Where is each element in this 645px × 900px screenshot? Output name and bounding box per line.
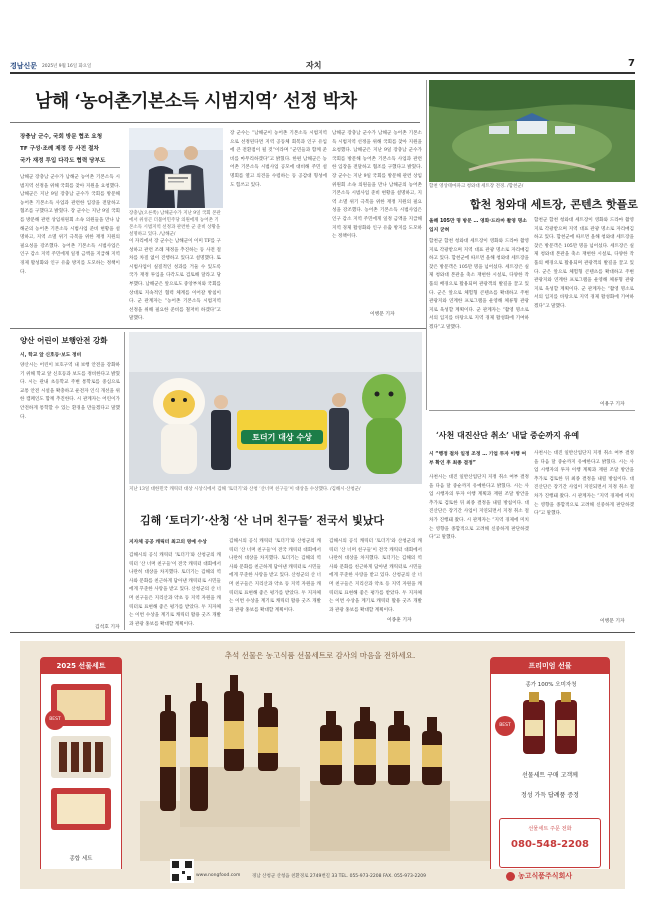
main-photo: [129, 128, 223, 208]
ad-right-product: 종가 100% 오미자청: [525, 682, 577, 688]
subtitle-divider: [20, 167, 120, 168]
header-rule: [10, 72, 635, 74]
toduki-byline: 이종훈 기자: [387, 618, 412, 623]
ad-contact-phone: 080-548-2208: [511, 839, 589, 850]
hapcheon-subhead: 올해 105만 명 방문 … 영화·드라마 촬영 명소 입지 굳혀: [429, 219, 527, 233]
ad-address: 경남 산청군 산청읍 친환경로 2749번길 33 TEL. 055-973-2208 FAX. 055-973-2209: [252, 874, 426, 879]
yangsan-subhead: 시, 학교 앞 신호등·보도 정비: [20, 353, 82, 358]
ad-right-best-badge: BEST: [495, 716, 515, 736]
ad-bottom-bar: [20, 869, 625, 889]
main-subtitle: [20, 131, 118, 167]
sacheon-body-col-2: 사천시는 대진 일반산업단지 지정 취소 여부 결정을 다음 달 중순까지 유예한다고 밝혔다. 시는 사업 시행자의 투자 이행 계획과 재원 조달 방안을 추가로 검토한 뒤 최종 결정을 내릴 방침이다. 대진산단은 장기간 사업이 지연되면서 지정 취소 절차가 진행돼 왔다. 시 관계자는 “지역 경제에 미치는 영향을 종합적으로 고려해 신중하게 판단하겠다”고 말했다.: [534, 451, 634, 517]
col-divider-left: [124, 332, 125, 630]
col-divider-main: [426, 80, 427, 410]
hapcheon-byline: 이용구 기자: [600, 402, 625, 407]
headline-underline: [10, 122, 420, 123]
gift-set-products-image: [47, 680, 115, 840]
sacheon-byline: 이병문 기자: [600, 619, 625, 624]
brand-logo-icon: [506, 872, 515, 881]
ad-contact-title: 선물세트 주문 전화: [528, 826, 572, 832]
ad-top-rule: [10, 632, 635, 633]
character-award-photo: [129, 332, 422, 484]
sacheon-subhead: 시 “행정 절차 일정 조정 … 기업 투자 이행 여부 확인 후 최종 결정”: [429, 452, 527, 466]
qr-code-icon: [170, 859, 194, 883]
main-subtitle-line-1: 장충남 군수, 국회 방문 협조 요청: [20, 134, 103, 140]
ad-right-line-2: 정성 가득 답례품 증정: [521, 792, 579, 799]
main-article-col-3: 장 군수는 “남해군이 농어촌 기본소득 시범지역으로 선정된다면 지역 공동체 회복과 인구 유입에 큰 전환점이 될 것”이라며 “군민들과 함께 준비를 마무리하겠다”고 밝혔다. 한편 남해군은 농어촌 기본소득 시범사업 공모에 대비해 주민 설명회를 열고 의견을 수렴하는 등 공감대 형성에도 힘쓰고 있다.: [230, 131, 327, 188]
ad-left-panel-title: 2025 선물세트: [41, 658, 121, 674]
character-award-caption: 지난 13일 대한민국 캐릭터 대상 시상식에서 김해 ‘토더기’와 산청 ‘산너머 친구들’이 대상을 수상했다. /김해시·산청군/: [129, 487, 361, 492]
character-award-ceremony-image: [129, 332, 422, 484]
officials-holding-document-image: [129, 128, 223, 208]
paper-name: 경남신문: [10, 62, 38, 70]
sacheon-body-col-1: 사천시는 대진 일반산업단지 지정 취소 여부 결정을 다음 달 중순까지 유예한다고 밝혔다. 시는 사업 시행자의 투자 이행 계획과 재원 조달 방안을 추가로 검토한 뒤 최종 결정을 내릴 방침이다. 대진산단은 장기간 사업이 지연되면서 지정 취소 절차가 진행돼 왔다. 시 관계자는 “지역 경제에 미치는 영향을 종합적으로 고려해 신중하게 판단하겠다”고 말했다.: [429, 475, 529, 541]
toduki-body-col-3: 김해시의 공식 캐릭터 ‘토더기’와 산청군의 캐릭터 ‘산 너머 친구들’이 전국 캐릭터 대회에서 나란히 대상을 차지했다. 토더기는 김해의 역사와 문화를 친근하게 담아낸 캐릭터로 시민들에게 꾸준한 사랑을 받고 있다. 산청군의 산 너머 친구들은 지리산과 약초 등 지역 자원을 캐릭터로 표현해 좋은 평가를 받았다. 두 지자체는 이번 수상을 계기로 캐릭터 활용 굿즈 개발과 관광 홍보를 확대할 계획이다.: [329, 539, 422, 613]
toduki-subhead: 지자체 공공 캐릭터 최고의 영예 수상: [129, 540, 207, 545]
hapcheon-body-col-2: 합천군 합천 청와대 세트장이 영화와 드라마 촬영지로 각광받으며 지역 대표 관광 명소로 자리매김하고 있다. 합천군에 따르면 올해 청와대 세트장을 찾은 방문객은 105만 명을 넘어섰다. 세트장은 실제 청와대 본관을 축소 재현한 시설로, 다양한 작품의 배경으로 활용되며 관광객의 발길을 끌고 있다. 군은 앞으로 체험형 콘텐츠를 확대하고 주변 관광지와 연계한 프로그램을 운영해 체류형 관광지로 육성할 계획이다. 군 관계자는 “촬영 명소로서의 입지를 바탕으로 지역 경제 활성화에 기여하겠다”고 말했다.: [534, 218, 634, 309]
ad-right-line-1: 선물세트 구매 고객께: [522, 772, 578, 779]
main-article-byline: 이병문 기자: [370, 312, 395, 317]
toduki-body-col-2: 김해시의 공식 캐릭터 ‘토더기’와 산청군의 캐릭터 ‘산 너머 친구들’이 전국 캐릭터 대회에서 나란히 대상을 차지했다. 토더기는 김해의 역사와 문화를 친근하게 담아낸 캐릭터로 시민들에게 꾸준한 사랑을 받고 있다. 산청군의 산 너머 친구들은 지리산과 약초 등 지역 자원을 캐릭터로 표현해 좋은 평가를 받았다. 두 지자체는 이번 수상을 계기로 캐릭터 활용 굿즈 개발과 관광 홍보를 확대할 계획이다.: [229, 539, 321, 613]
omija-bottles-image: [515, 690, 585, 760]
ad-contact-box: [499, 818, 601, 868]
ad-brand-name: 농고식품주식회사: [518, 872, 573, 880]
sacheon-top-rule: [429, 410, 635, 411]
main-subtitle-line-2: TF 구성·조례 제정 등 사전 절차: [20, 146, 99, 152]
main-subtitle-line-3: 국가 재정 투입 다각도 협력 당부도: [20, 158, 106, 164]
main-article-col-2: 이 자리에서 장 군수는 남해군이 이미 TF를 구성하고 관련 조례 제정을 추진하는 등 사전 절차를 차질 없이 진행하고 있다고 설명했다. 또 시범사업이 실질적인 성과를 거둘 수 있도록 국가 재정 투입을 다각도로 검토해 달라고 당부했다. 남해군은 앞으로도 중앙부처와 국회를 상대로 지속적인 협력 체계를 이어갈 방침이다. 군 관계자는 “농어촌 기본소득 시범지역 선정을 위해 필요한 준비를 철저히 하겠다”고 말했다.: [129, 239, 221, 322]
section-label: 자치: [306, 61, 322, 70]
yangsan-byline: 김석호 기자: [95, 625, 120, 630]
hapcheon-photo: [429, 80, 635, 182]
ad-left-panel: [40, 657, 122, 881]
blue-house-set-aerial-image: [429, 80, 635, 182]
page-number: 7: [628, 58, 635, 69]
toduki-headline: 김해 ‘토더기’·산청 ‘산 너머 친구들’ 전국서 빛났다: [140, 514, 385, 527]
main-headline: 남해 ‘농어촌기본소득 시범지역’ 선정 박차: [35, 91, 357, 112]
hapcheon-body-col-1: 합천군 합천 청와대 세트장이 영화와 드라마 촬영지로 각광받으며 지역 대표 관광 명소로 자리매김하고 있다. 합천군에 따르면 올해 청와대 세트장을 찾은 방문객은 105만 명을 넘어섰다. 세트장은 실제 청와대 본관을 축소 재현한 시설로, 다양한 작품의 배경으로 활용되며 관광객의 발길을 끌고 있다. 군은 앞으로 체험형 콘텐츠를 확대하고 주변 관광지와 연계한 프로그램을 운영해 체류형 관광지로 육성할 계획이다. 군 관계자는 “촬영 명소로서의 입지를 바탕으로 지역 경제 활성화에 기여하겠다”고 말했다.: [429, 239, 529, 330]
sauce-bottles-image: [140, 671, 500, 861]
ad-left-best-badge: BEST: [45, 710, 65, 730]
mid-rule: [10, 328, 426, 329]
hapcheon-headline: 합천 청와대 세트장, 콘텐츠 핫플로: [470, 198, 638, 211]
hapcheon-photo-caption: 합천 영상테마파크 청와대 세트장 전경. /합천군/: [429, 184, 524, 189]
award-banner-text: 토더기 대상 수상: [252, 433, 312, 442]
yangsan-headline: 양산 어린이 보행안전 강화: [20, 336, 108, 345]
ad-url: www.nongfood.com: [196, 873, 241, 878]
main-photo-caption: 장충남(오른쪽) 남해군수가 지난 9일 국회 본관에서 위성곤 더불어민주당 의원에게 농어촌 기본소득 시범지역 선정과 관련한 군 준비 상황을 설명하고 있다. /남해군/: [129, 211, 221, 237]
ad-right-panel: [490, 657, 610, 881]
issue-date: 2025년 9월 16일 화요일: [42, 63, 92, 69]
main-article-col-1: 남해군 장충남 군수가 남해군 농어촌 기본소득 시범지역 선정을 위해 국회를 찾아 지원을 요청했다. 남해군은 지난 9일 장충남 군수가 국회를 방문해 농어촌 기본소득 사업과 관련한 입장을 전달하고 협조를 구했다고 밝혔다. 장 군수는 지난 9일 국회를 방문해 관련 상임위원회 소속 의원들을 만나 남해군의 농어촌 기본소득 시범사업 준비 현황을 설명하고, 지역 소멸 위기 극복을 위한 재정 지원의 필요성을 강조했다. 농어촌 기본소득 시범사업은 인구 감소 지역 주민에게 일정 금액을 지급해 지역 경제 활성화와 인구 유출 방지를 도모하는 정책이다.: [20, 175, 120, 275]
toduki-body-col-1: 김해시의 공식 캐릭터 ‘토더기’와 산청군의 캐릭터 ‘산 너머 친구들’이 전국 캐릭터 대회에서 나란히 대상을 차지했다. 토더기는 김해의 역사와 문화를 친근하게 담아낸 캐릭터로 시민들에게 꾸준한 사랑을 받고 있다. 산청군의 산 너머 친구들은 지리산과 약초 등 지역 자원을 캐릭터로 표현해 좋은 평가를 받았다. 두 지자체는 이번 수상을 계기로 캐릭터 활용 굿즈 개발과 관광 홍보를 확대할 계획이다.: [129, 553, 221, 627]
advertisement: [20, 641, 625, 889]
ad-right-panel-title: 프리미엄 선물: [491, 658, 609, 674]
ad-left-label: 종합 세트: [69, 856, 93, 862]
ad-top-slogan: 추석 선물은 농고식품 선물세트로 감사의 마음을 전하세요.: [224, 651, 416, 660]
sacheon-headline: ‘사천 대진산단 취소’ 내달 중순까지 유예: [436, 430, 580, 440]
yangsan-body: 양산시는 어린이 보호구역 내 보행 안전을 강화하기 위해 학교 앞 신호등과 보도를 정비한다고 밝혔다. 시는 관내 초등학교 주변 통학로를 중심으로 교통 안전 시설을 확충하고 운전자 인식 개선을 위한 캠페인도 함께 추진한다. 시 관계자는 어린이가 안전하게 통학할 수 있는 환경을 만들겠다고 말했다.: [20, 363, 120, 420]
main-article-col-4: 남해군 장충남 군수가 남해군 농어촌 기본소득 시범지역 선정을 위해 국회를 찾아 지원을 요청했다. 남해군은 지난 9일 장충남 군수가 국회를 방문해 농어촌 기본소득 사업과 관련한 입장을 전달하고 협조를 구했다고 밝혔다. 장 군수는 지난 9일 국회를 방문해 관련 상임위원회 소속 의원들을 만나 남해군의 농어촌 기본소득 시범사업 준비 현황을 설명하고, 지역 소멸 위기 극복을 위한 재정 지원의 필요성을 강조했다. 농어촌 기본소득 시범사업은 인구 감소 지역 주민에게 일정 금액을 지급해 지역 경제 활성화와 인구 유출 방지를 도모하는 정책이다.: [332, 131, 422, 240]
